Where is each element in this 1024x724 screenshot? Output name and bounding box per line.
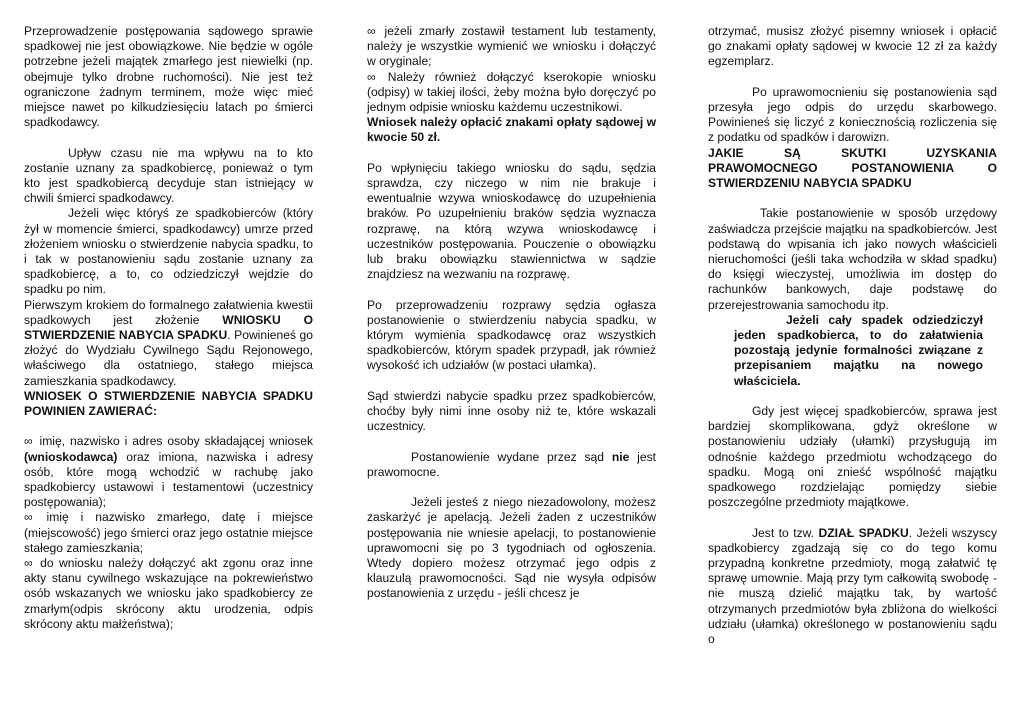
paragraph: Jeżeli więc któryś ze spadkobierców (który żył w momencie śmierci, spadkodawcy) umrze przed złożeniem wniosku o stwierdzenie nabycia spadku, to i tak w postanowieniu sądu zostanie uznany za spadkobiercę, a to, co odziedziczył wejdzie do spadku po nim. [24,206,313,297]
paragraph: Po uprawomocnieniu się postanowienia sąd przesyła jego odpis do urzędu skarbowego. Powinieneś się liczyć z koniecznością rozliczenia się z podatku od spadków i darowizn. [708,84,997,145]
paragraph: Po wpłynięciu takiego wniosku do sądu, sędzia sprawdza, czy niczego w nim nie brakuje i ewentualnie wzywa wnioskodawcę do uzupełnienia braków. Po uzupełnieniu braków sędzia wyznacza rozprawę, na którą wzywa wnioskodawcę i uczestników postępowania. Pouczenie o obowiązku lub braku obowiązku stawiennictwa w sądzie znajdziesz na wezwaniu na rozprawę. [367,160,656,282]
text: oraz imiona, nazwiska i adresy osób, które mogą wchodzić w rachubę jako spadkobiercy ustawowi i testamentowi (uczestnicy postępowania); [24,449,313,510]
paragraph: otrzymać, musisz złożyć pisemny wniosek i opłacić go znakami opłaty sądowej w kwocie 12 zł za każdy egzemplarz. [708,24,997,69]
text: jeżeli zmarły zostawił testament lub testamenty, należy je wszystkie wymienić we wniosku i dołączyć w oryginale; [367,24,656,69]
fee-heading: Wniosek należy opłacić znakami opłaty sądowej w kwocie 50 zł. [367,115,656,145]
text: Należy również dołączyć kserokopie wniosku (odpisy) w takiej ilości, żeby można było doręczyć po jednym odpisie wniosku każdemu uczestnikowi. [367,69,656,115]
section-heading: JAKIE SĄ SKUTKI UZYSKANIA PRAWOMOCNEGO POSTANOWIENIA O STWIERDZENIU NABYCIA SPADKU [708,145,997,191]
bullet-icon: ∞ [24,556,33,571]
paragraph [367,450,656,480]
column-middle [367,24,656,602]
column-right [708,24,997,647]
text: jest prawomocne. [367,449,657,479]
text: imię i nazwisko zmarłego, datę i miejsce (miejscowość) jego śmierci oraz jego ostatnie miejsce stałego zamieszkania; [24,510,313,555]
section-heading: WNIOSEK O STWIERDZENIE NABYCIA SPADKU POWINIEN ZAWIERAĆ: [24,388,313,419]
paragraph: Po przeprowadzeniu rozprawy sędzia ogłasza postanowienie o stwierdzeniu nabycia spadku, w którym wymienia spadkodawcę oraz wszystkich spadkobierców, którym spadek przypadł, jak również wysokość ich udziałów (w postaci ułamka). [367,297,656,373]
text: do wniosku należy dołączyć akt zgonu oraz inne akty stanu cywilnego wskazujące na pokrewieństwo osób wskazanych we wniosku jako spadkobiercy ze zmarłym(odpis skrócony aktu urodzenia, odpis skrócony aktu małżeństwa); [24,556,313,631]
emphasis-paragraph: Jeżeli cały spadek odziedziczył jeden spadkobierca, to do załatwienia pozostają jedynie formalności związane z przepisaniem majątku na nowego właściciela. [734,312,983,388]
column-left [24,24,313,632]
paragraph: Upływ czasu nie ma wpływu na to kto zostanie uznany za spadkobiercę, ponieważ o tym kto jest spadkobiercą decyduje stan istniejący w chwili śmierci spadkodawcy. [24,145,313,206]
paragraph: Takie postanowienie w sposób urzędowy zaświadcza przejście majątku na spadkobierców. Jest podstawą do wpisania ich jako nowych właścicieli nieruchomości (jeśli taka wchodziła w skład spadku) do księgi wieczystej, umożliwia im dostęp do rachunków bankowych, daje podstawę do przerejestrowania samochodu itp. [708,206,997,312]
bullet-item [367,24,656,70]
bullet-item [24,510,313,556]
bullet-item [24,434,313,510]
paragraph: Gdy jest więcej spadkobierców, sprawa jest bardziej skomplikowana, gdyż określone w postanowieniu udziały (ułamki) przysługują im odnośnie każdego przedmiotu wchodzącego do spadku. Mogą oni znieść wspólność majątku spadkowego rozdzielając pomiędzy siebie poszczególne przedmioty majątkowe. [708,404,997,510]
text: Jest to tzw. [752,525,819,540]
bullet-icon: ∞ [367,69,376,84]
emphasis: DZIAŁ SPADKU [818,525,909,540]
bullet-icon: ∞ [367,24,376,38]
emphasis: nie [611,449,630,464]
text: . Powinieneś go złożyć do Wydziału Cywilnego Sądu Rejonowego, właściwego dla ostatniego, stałego miejsca zamieszkania spadkodawcy. [24,328,313,388]
text: Pierwszym krokiem do formalnego załatwienia kwestii spadkowych jest złożenie [24,297,313,327]
text: Postanowienie wydane przez sąd [411,449,612,464]
bullet-item [367,70,656,116]
text: imię, nazwisko i adres osoby składającej wniosek [39,434,313,449]
paragraph: Sąd stwierdzi nabycie spadku przez spadkobierców, choćby były nimi inne osoby niż te, które wskazali uczestnicy. [367,388,656,434]
bullet-icon: ∞ [24,510,33,525]
bullet-item [24,556,313,632]
paragraph [708,526,997,648]
paragraph: Jeżeli jesteś z niego niezadowolony, możesz zaskarżyć je apelacją. Jeżeli żaden z uczestników postępowania nie wniesie apelacji, to postanowienie uprawomocni się po 3 tygodniach od ogłoszenia. Wtedy dopiero możesz otrzymać jego odpis z klauzulą prawomocności. Sąd nie wysyła odpisów postanowienia z urzędu - jeśli chcesz je [367,495,656,601]
text: . Jeżeli wszyscy spadkobiercy zgadzają się co do tego komu przypadną konkretne przedmioty, mogą załatwić tę sprawę umownie. Mają przy tym całkowitą swobodę - nie muszą dzielić majątku tak, by wartość otrzymanych przedmiotów była zbliżona do wielkości udziału (ułamka) określonego w postanowieniu sądu o [708,525,997,647]
emphasis: (wnioskodawca) [24,449,118,464]
paragraph [24,298,313,389]
paragraph: Przeprowadzenie postępowania sądowego sprawie spadkowej nie jest obowiązkowe. Nie będzie w ogóle potrzebne jeżeli majątek zmarłego jest niewielki (np. obejmuje tylko drobne ruchomości). Nie jest też ograniczone żadnym terminem, może więc mieć miejsce nawet po kilkudziesięciu latach po śmierci spadkodawcy. [24,24,313,130]
emphasis: WNIOSKU O STWIERDZENIE NABYCIA SPADKU [24,312,314,343]
bullet-icon: ∞ [24,434,33,449]
